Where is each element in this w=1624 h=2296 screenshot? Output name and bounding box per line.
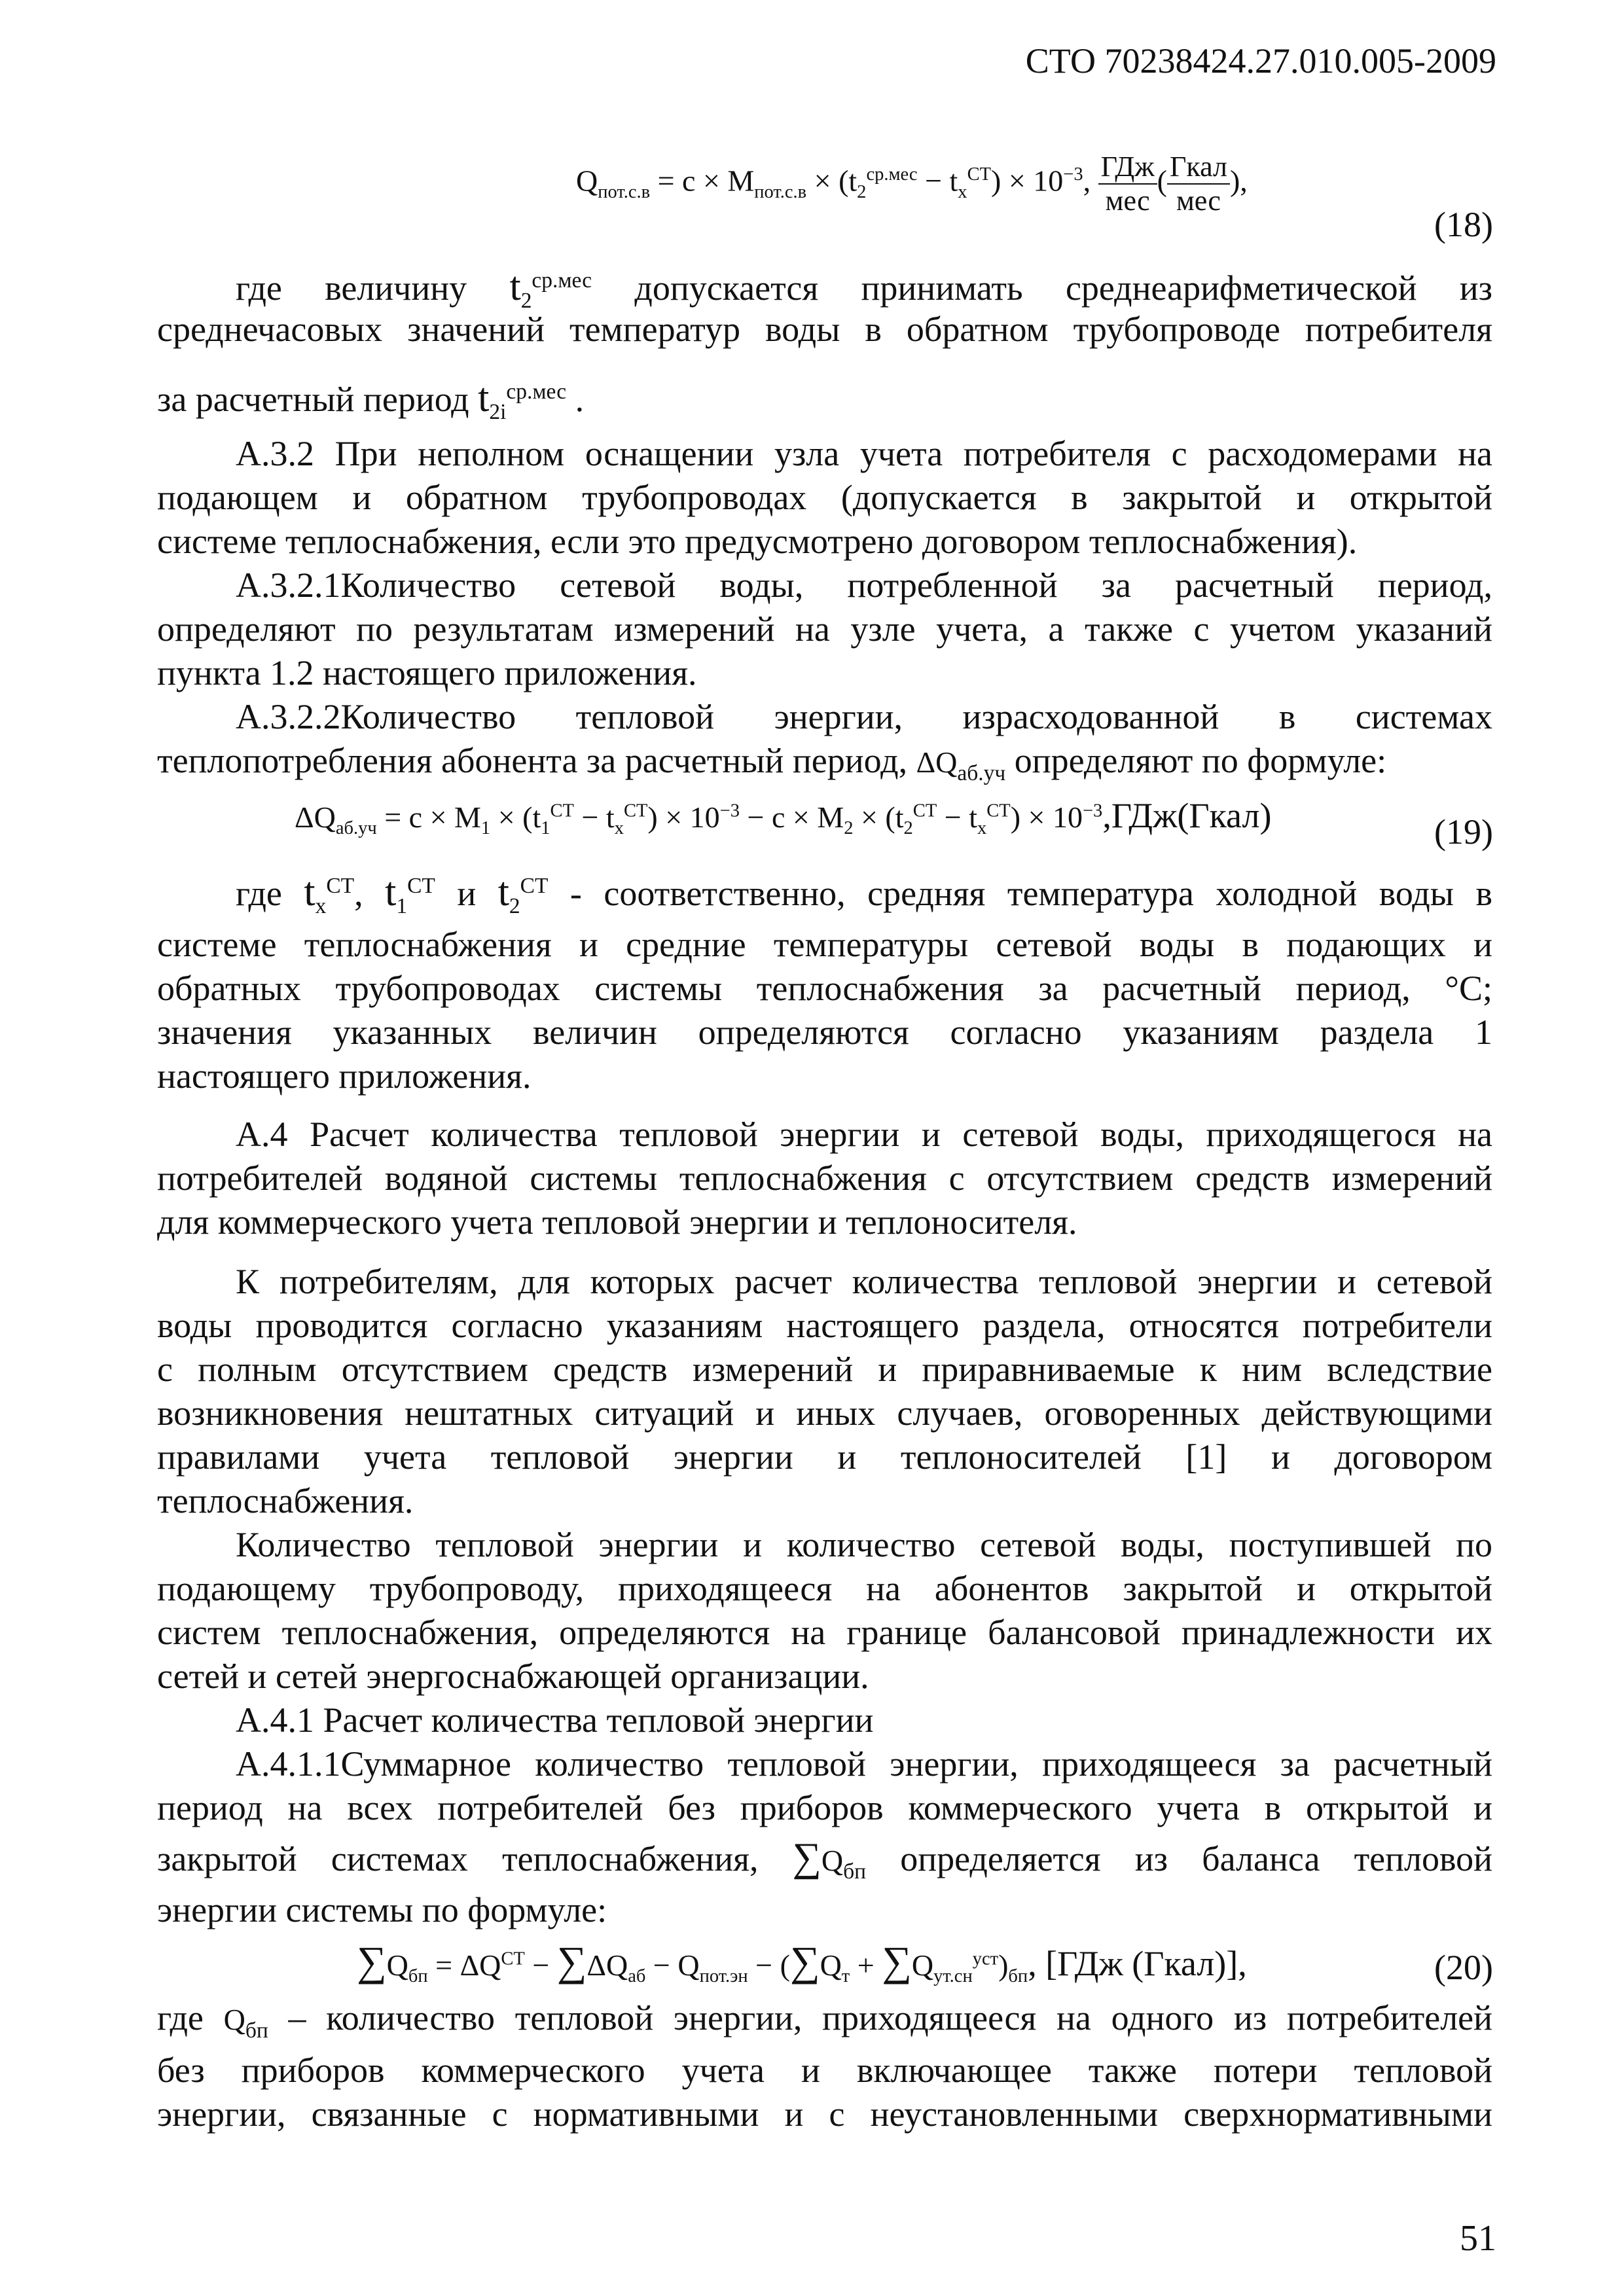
paragraph-consumers: К потребителям, для которых расчет количества тепловой энергии и сетевой <box>236 1262 1492 1301</box>
section-a-4-title: А.4 Расчет количества тепловой энергии и сетевой воды, приходящегося на <box>236 1115 1492 1154</box>
paragraph-line: настоящего приложения. <box>157 1056 532 1096</box>
paragraph-line: пункта 1.2 настоящего приложения. <box>157 653 697 692</box>
formula-number-18: (18) <box>1434 205 1493 244</box>
formula-19: $\Delta Q_{аб.уч} = c \times M_1 \times (t_1^{СТ} - t_x^{СТ}) \times 10^{-3} - c \times M_2 \times (t_2^{СТ} - t_x^{СТ})$ × $10^{-3},ГДж(Гкал)$ <box>295 796 1272 839</box>
paragraph-line: энергии системы по формуле: <box>157 1890 607 1929</box>
paragraph-line: за расчетный период $t_{2i}^{ср.мес}$ . <box>157 376 585 424</box>
paragraph-line: для коммерческого учета тепловой энергии и теплоносителя. <box>157 1202 1077 1242</box>
formula-18: $Q_{пот.с.в} = c \times M_{пот.с.в} \times (t_2^{ср.мес} - t_x^{СТ}) \times 10^{-3}$, $\frac{\text{ГДж}}{\text{мес}}$ ( $\frac{\text{Гкал}}{\text{мес}}$ ), <box>576 151 1248 217</box>
paragraph-line: подающему трубопроводу, приходящееся на абонентов закрытой и открытой <box>157 1569 1492 1608</box>
paragraph-line: период на всех потребителей без приборов коммерческого учета в открытой и <box>157 1788 1492 1827</box>
paragraph-line: закрытой системах теплоснабжения, $\sum Q_{бп}$ определяется из баланса тепловой <box>157 1835 1493 1884</box>
paragraph-line: сетей и сетей энергоснабжающей организации. <box>157 1657 869 1696</box>
paragraph-line: теплопотребления абонента за расчетный период, $\Delta Q_{аб.уч}$ определяют по формуле: <box>157 741 1387 785</box>
formula-number-19: (19) <box>1434 812 1493 852</box>
paragraph-line: среднечасовых значений температур воды в обратном трубопроводе потребителя <box>157 310 1492 349</box>
paragraph-where-tx: где $t_x^{СТ}$, $t_1^{СТ}$ и $t_2^{СТ}$ - соответственно, средняя температура холодной воды в <box>236 870 1492 918</box>
paragraph-line: системе теплоснабжения и средние температуры сетевой воды в подающих и <box>157 925 1492 964</box>
paragraph-line: значения указанных величин определяются согласно указаниям раздела 1 <box>157 1013 1492 1052</box>
section-a-4-1-title: А.4.1 Расчет количества тепловой энергии <box>236 1700 874 1740</box>
paragraph-line: обратных трубопроводах системы теплоснабжения за расчетный период, °С; <box>157 969 1492 1008</box>
paragraph-line: подающем и обратном трубопроводах (допускается в закрытой и открытой <box>157 478 1492 517</box>
formula-20: $\sum Q_{бп} = \Delta Q^{СТ} - \sum\Delta Q_{аб} - Q_{пот.эн} - (\sum Q_т + \sum Q_{ут.сн}^{уст})_{бп}$, [ГДж (Гкал)], <box>357 1938 1247 1987</box>
paragraph-line: воды проводится согласно указаниям настоящего раздела, относятся потребители <box>157 1306 1492 1345</box>
paragraph-line: определяют по результатам измерений на узле учета, а также с учетом указаний <box>157 609 1492 649</box>
paragraph-line: правилами учета тепловой энергии и теплоносителей [1] и договором <box>157 1437 1492 1477</box>
paragraph-quantity: Количество тепловой энергии и количество сетевой воды, поступившей по <box>236 1525 1492 1564</box>
paragraph-line: с полным отсутствием средств измерений и приравниваемые к ним вследствие <box>157 1350 1492 1389</box>
unit-fraction-gcal: $\frac{\text{Гкал}}{\text{мес}}$ <box>1167 151 1230 217</box>
paragraph-where-t2: где величину $t_2^{ср.мес}$ допускается принимать среднеарифметической из <box>236 264 1493 313</box>
paragraph-a-3-2: А.3.2 При неполном оснащении узла учета потребителя с расходомерами на <box>236 434 1492 473</box>
paragraph-where-qbp: где $Q_{бп}$ – количество тепловой энергии, приходящееся на одного из потребителей <box>157 1998 1493 2043</box>
paragraph-line: систем теплоснабжения, определяются на границе балансовой принадлежности их <box>157 1613 1492 1652</box>
paragraph-a-3-2-2: А.3.2.2Количество тепловой энергии, израсходованной в системах <box>236 697 1492 736</box>
formula-number-20: (20) <box>1434 1948 1493 1987</box>
paragraph-line: потребителей водяной системы теплоснабжения с отсутствием средств измерений <box>157 1158 1492 1198</box>
page-number: 51 <box>1460 2218 1496 2259</box>
paragraph-line: теплоснабжения. <box>157 1481 414 1520</box>
unit-fraction-gj: $\frac{\text{ГДж}}{\text{мес}}$ <box>1098 151 1157 217</box>
paragraph-line: системе теплоснабжения, если это предусмотрено договором теплоснабжения). <box>157 522 1358 561</box>
paragraph-a-4-1-1: А.4.1.1Суммарное количество тепловой энергии, приходящееся за расчетный <box>236 1744 1492 1784</box>
paragraph-line: энергии, связанные с нормативными и с неустановленными сверхнормативными <box>157 2094 1492 2134</box>
paragraph-line: без приборов коммерческого учета и включающее также потери тепловой <box>157 2051 1492 2090</box>
paragraph-a-3-2-1: А.3.2.1Количество сетевой воды, потребленной за расчетный период, <box>236 565 1492 605</box>
paragraph-line: возникновения нештатных ситуаций и иных случаев, оговоренных действующими <box>157 1393 1492 1433</box>
document-header: СТО 70238424.27.010.005-2009 <box>1025 41 1496 81</box>
